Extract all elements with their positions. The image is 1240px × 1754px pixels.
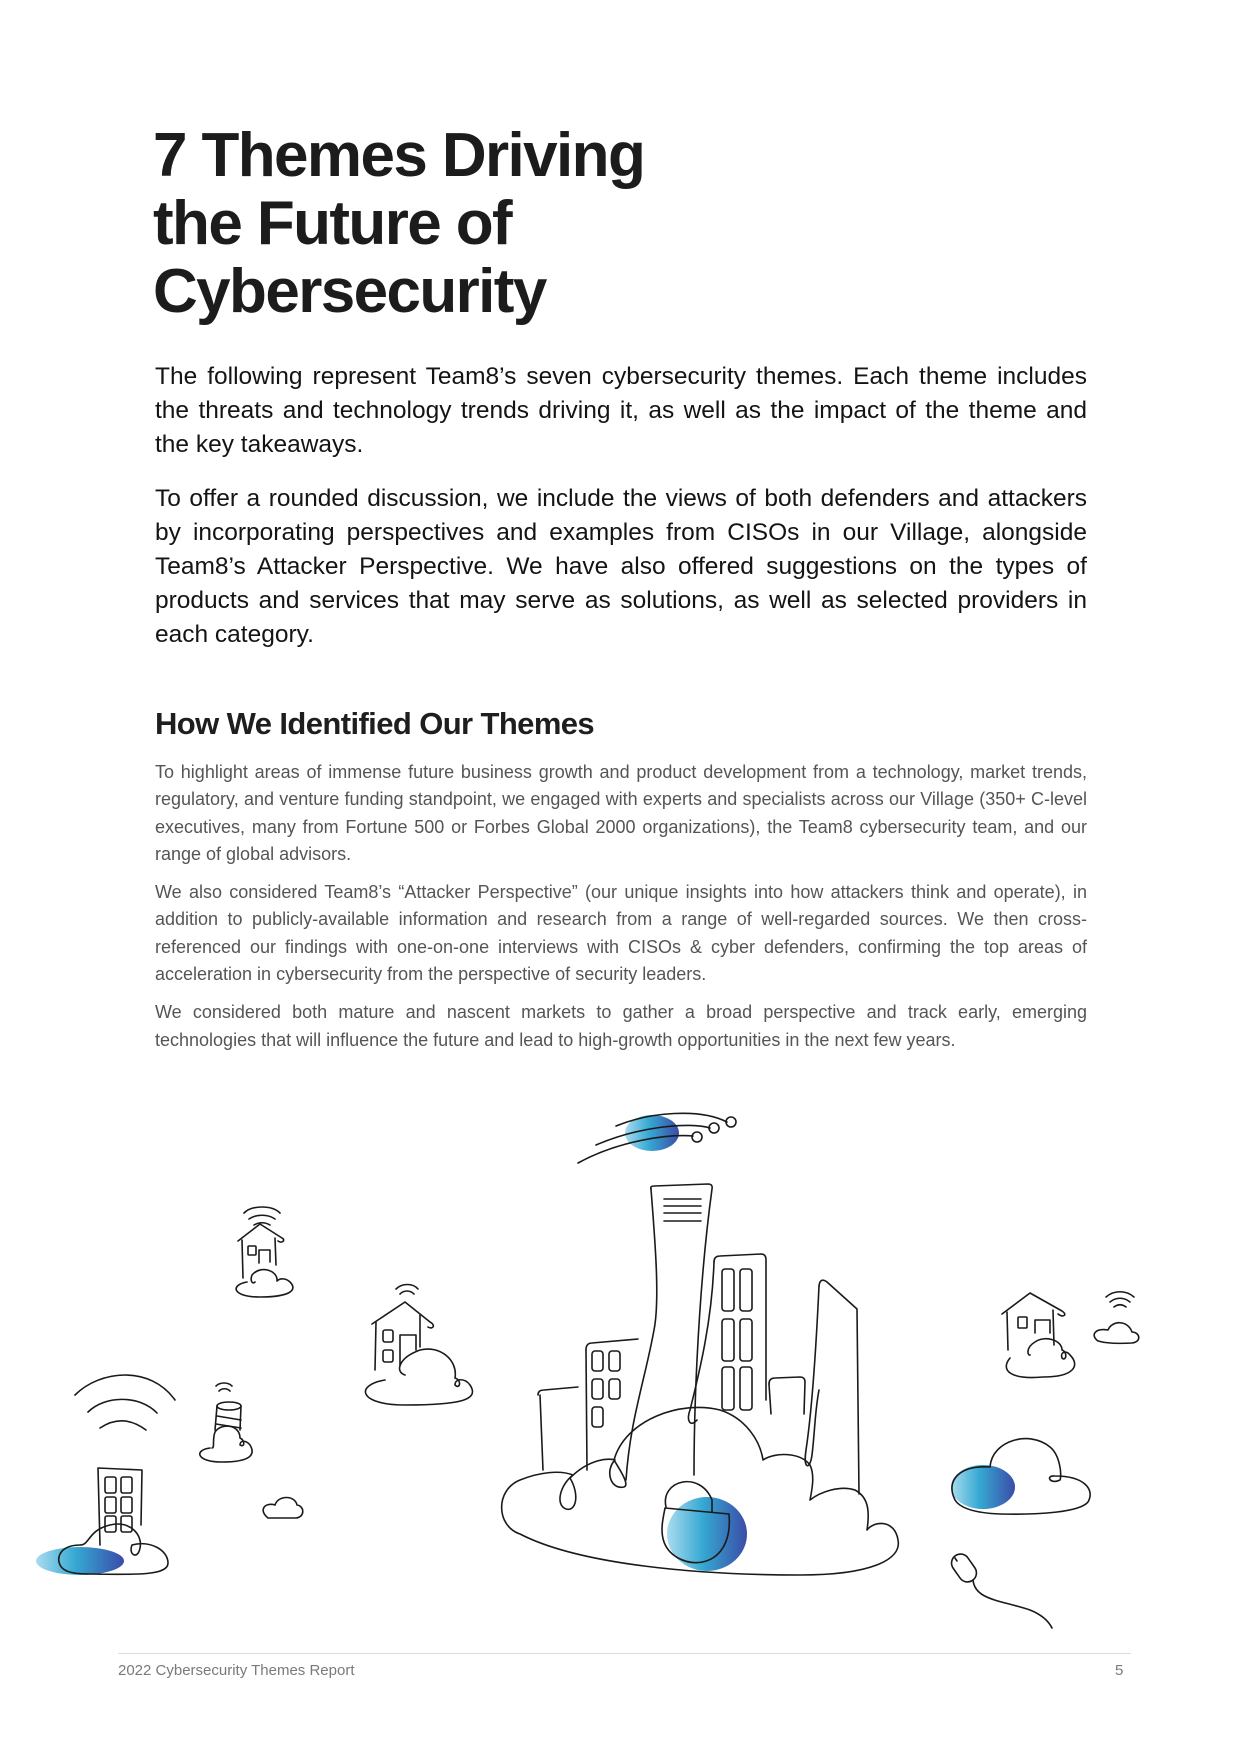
- methodology-section: [155, 759, 1087, 1065]
- wifi-cloud-icon: [1094, 1292, 1139, 1344]
- page-number: 5: [1115, 1662, 1124, 1679]
- small-cloud-icon: [263, 1498, 303, 1519]
- house-wifi-icon: [236, 1207, 293, 1297]
- title-line-2: the Future of: [153, 189, 512, 258]
- intro-paragraph-2: To offer a rounded discussion, we include the views of both defenders and attackers by incorporating perspectives and examples from CISOs in our Village, alongside Team8’s Attacker Perspective. We have also offered suggestions on the types of products and services that may serve as solutions, as well as selected providers in each category.: [155, 485, 1087, 648]
- title-line-3: Cybersecurity: [153, 257, 546, 326]
- cloud-accent-icon: [951, 1439, 1090, 1515]
- method-paragraph-1: To highlight areas of immense future business growth and product development from a technology, market trends, regulatory, and venture funding standpoint, we engaged with experts and specialists across our Village (350+ C-level executives, many from Fortune 500 or Forbes Global 2000 organizations), the Team8 cybersecurity team, and our range of global advisors.: [155, 762, 1087, 864]
- intro-paragraph-1: The following represent Team8’s seven cybersecurity themes. Each theme includes the threats and technology trends driving it, as well as the impact of the theme and the key takeaways.: [155, 363, 1087, 458]
- database-icon: [200, 1383, 252, 1462]
- office-building-icon: [36, 1375, 175, 1575]
- house-cloud-icon: [365, 1285, 472, 1406]
- footer-divider: [118, 1653, 1131, 1654]
- city-cloud-illustration: [0, 1080, 1240, 1640]
- city-skyline-icon: [502, 1184, 899, 1575]
- section-heading: How We Identified Our Themes: [155, 706, 595, 741]
- house-right-icon: [1002, 1293, 1075, 1378]
- comet-icon: [578, 1113, 736, 1163]
- method-paragraph-3: We considered both mature and nascent markets to gather a broad perspective and track early, emerging technologies that will influence the future and lead to high-growth opportunities in the next few years.: [155, 1002, 1087, 1050]
- mouse-icon: [948, 1551, 1052, 1628]
- method-paragraph-2: We also considered Team8’s “Attacker Perspective” (our unique insights into how attackers think and operate), in addition to publicly-available information and research from a range of well-regarded sources. We then cross-referenced our findings with one-on-one interviews with CISOs & cyber defenders, confirming the top areas of acceleration in cybersecurity from the perspective of security leaders.: [155, 882, 1087, 985]
- page-title: [153, 122, 853, 326]
- footer-report-title: 2022 Cybersecurity Themes Report: [118, 1662, 355, 1679]
- intro-section: [155, 360, 1087, 672]
- title-line-1: 7 Themes Driving: [153, 121, 645, 190]
